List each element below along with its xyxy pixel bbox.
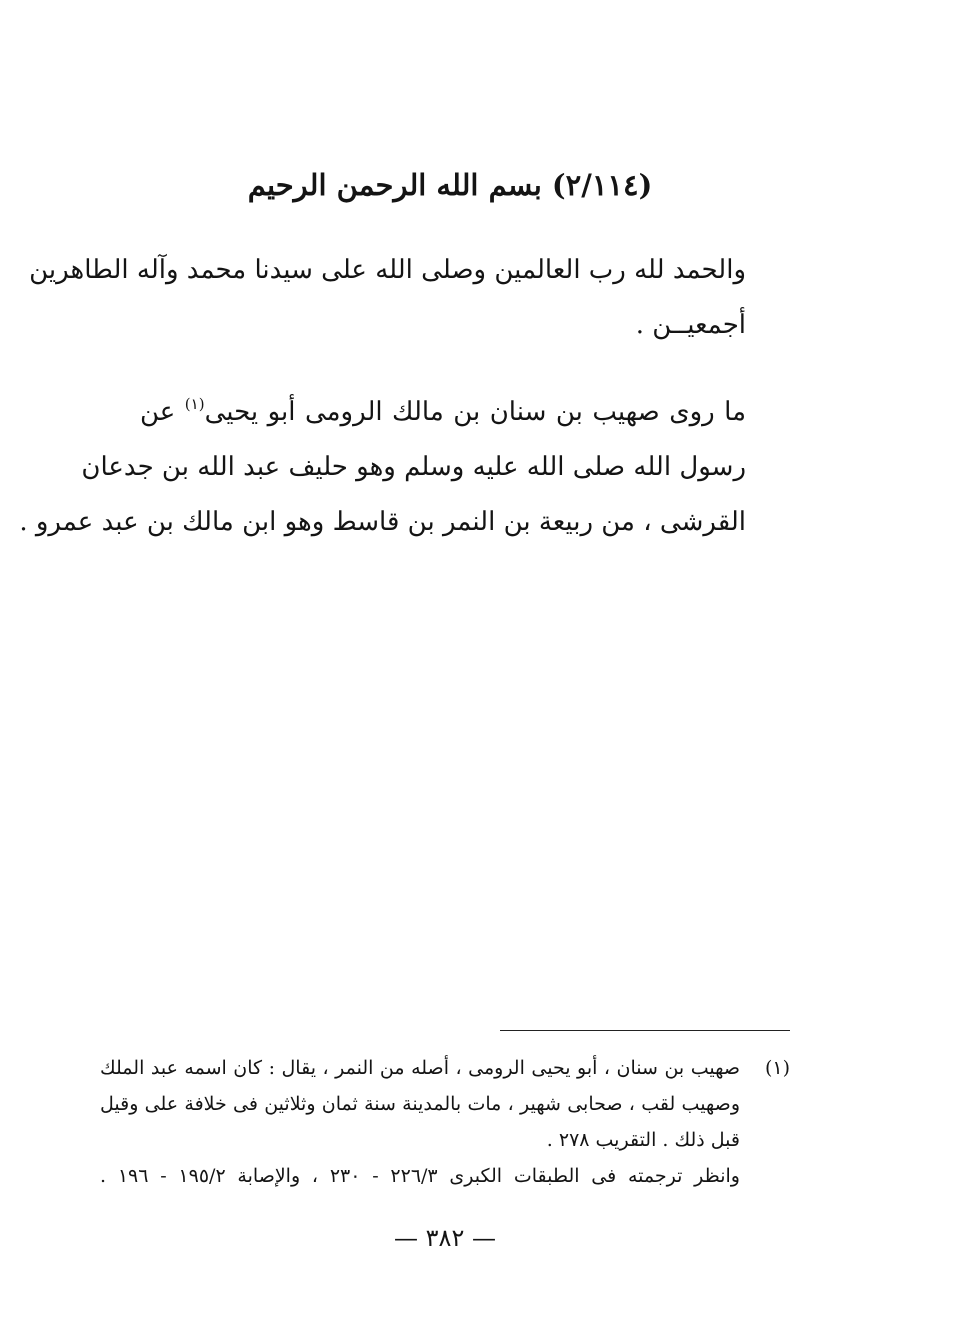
basmala: بسم الله الرحمن الرحيم: [247, 168, 542, 202]
entry-paragraph: [19, 385, 747, 550]
footnote-line-2: وصهيب لقب ، صحابى شهير ، مات بالمدينة سنة ثمان وثلاثين فى خلافة على وقيل: [100, 1093, 740, 1115]
opening-line-2: أجمعيــن .: [635, 310, 746, 340]
hadith-number: (٢/١١٤): [551, 168, 653, 202]
entry-line-2: رسول الله صلى الله عليه وسلم وهو حليف عبد الله بن جدعان: [81, 452, 746, 482]
hadith-heading: [150, 160, 750, 210]
entry-line-1: [140, 385, 746, 440]
footnote-entry: [100, 1050, 790, 1194]
footnote-line-1: صهيب بن سنان ، أبو يحيى الرومى ، أصله من النمر ، يقال : كان اسمه عبد الملك: [100, 1057, 740, 1079]
footnote-marker: (١): [764, 1057, 790, 1079]
entry-line-1-text: ما روى صهيب بن سنان بن مالك الرومى أبو يحيى: [204, 397, 747, 427]
opening-paragraph: [29, 243, 746, 353]
entry-line-1-end: عن: [140, 397, 176, 427]
footnote-body: [100, 1050, 740, 1194]
footnote-see-also: وانظر ترجمته فى الطبقات الكبرى ٢٢٦/٣ - ٢٣٠ ، والإصابة ١٩٥/٢ - ١٩٦ .: [100, 1165, 740, 1187]
entry-line-3: القرشى ، من ربيعة بن النمر بن قاسط وهو ابن مالك بن عبد عمرو .: [19, 507, 746, 537]
page-number: — ٣٨٢ —: [394, 1224, 496, 1252]
footnote-reference: (١): [184, 395, 205, 413]
opening-line-1: والحمد لله رب العالمين وصلى الله على سيدنا محمد وآله الطاهرين: [29, 255, 746, 285]
footnote: [100, 1050, 790, 1194]
footnote-separator: [500, 1030, 790, 1031]
footnote-line-3: قبل ذلك . التقريب ٢٧٨ .: [546, 1129, 740, 1151]
